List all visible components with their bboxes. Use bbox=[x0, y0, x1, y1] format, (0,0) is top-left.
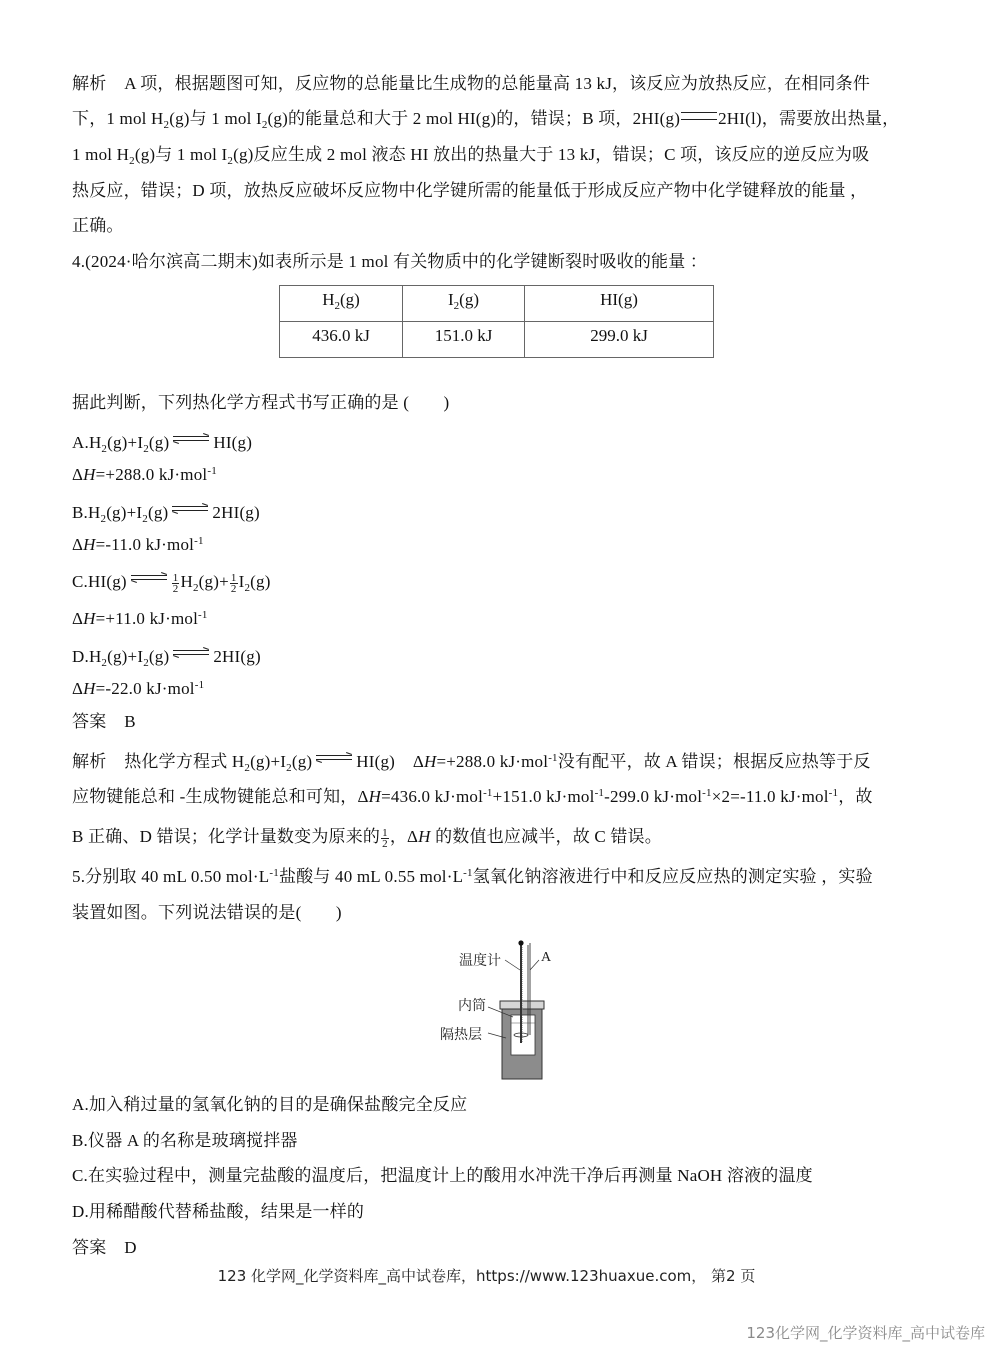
reversible-arrow-icon bbox=[314, 752, 354, 764]
reversible-arrow-icon bbox=[171, 647, 211, 659]
analysis-q3-line1: 解析 A 项，根据题图可知，反应物的总能量比生成物的总能量高 13 kJ，该反应为放热反应，在相同条件 bbox=[72, 74, 871, 93]
question5-option-a: A.加入稍过量的氢氧化钠的目的是确保盐酸完全反应 bbox=[72, 1095, 468, 1114]
reversible-arrow-icon bbox=[171, 433, 211, 445]
label-thermometer: 温度计 bbox=[459, 953, 501, 969]
page-footer: 123 化学网_化学资料库_高中试卷库，https://www.123huaxue.com， 第2 页 bbox=[217, 1267, 756, 1285]
table-row bbox=[280, 322, 714, 358]
table-header-row bbox=[280, 286, 714, 322]
fraction-half: $\frac{1}{2}$ bbox=[172, 571, 179, 595]
question5-stem-line2: 装置如图。下列说法错误的是( ) bbox=[72, 903, 342, 922]
analysis-q4-line1: 解析 热化学方程式 $H_2(g)+I_2(g)$ HI(g) ΔH=+288.0 kJ·mol$^{-1}$没有配平，故 A 错误；根据反应热等于反 bbox=[72, 752, 871, 774]
reversible-arrow-icon bbox=[129, 572, 169, 584]
option-d-enthalpy: ΔH=-22.0 kJ·mol$^{-1}$ bbox=[72, 679, 205, 698]
table-header-cell: HI(g) bbox=[525, 286, 714, 322]
fraction-half: $\frac{1}{2}$ bbox=[230, 571, 237, 595]
question5-option-c: C.在实验过程中，测量完盐酸的温度后，把温度计上的酸用水冲洗干净后再测量 NaOH 溶液的温度 bbox=[72, 1166, 813, 1185]
question4-stem: 4.(2024·哈尔滨高二期末)如表所示是 1 mol 有关物质中的化学键断裂时吸收的能量 ： bbox=[72, 252, 708, 271]
table-cell: 436.0 kJ bbox=[280, 322, 403, 358]
option-a-enthalpy: ΔH=+288.0 kJ·mol$^{-1}$ bbox=[72, 465, 217, 484]
question4-answer: 答案 B bbox=[72, 712, 136, 731]
table-cell: 151.0 kJ bbox=[403, 322, 525, 358]
table-header-cell: $I_2(g)$ bbox=[403, 286, 525, 322]
calorimeter-figure bbox=[440, 935, 570, 1085]
option-b-enthalpy: ΔH=-11.0 kJ·mol$^{-1}$ bbox=[72, 535, 204, 554]
analysis-label: 解析 bbox=[72, 74, 107, 93]
label-stirrer-a: A bbox=[541, 950, 552, 965]
watermark: 123化学网_化学资料库_高中试卷库 bbox=[746, 1324, 985, 1342]
question5-option-b: B.仪器 A 的名称是玻璃搅拌器 bbox=[72, 1131, 298, 1150]
analysis-q3-line4: 热反应，错误；D 项，放热反应破坏反应物中化学键所需的能量低于形成反应产物中化学键释放的能量 ， bbox=[72, 181, 868, 200]
analysis-q3-line5: 正确。 bbox=[72, 216, 124, 235]
reversible-arrow-icon bbox=[170, 503, 210, 515]
question5-option-d: D.用稀醋酸代替稀盐酸，结果是一样的 bbox=[72, 1202, 365, 1221]
question5-stem-line1: 5.分别取 40 mL 0.50 $mol\cdot L^{-1}$盐酸与 40 mL 0.55 $mol\cdot L^{-1}$氢氧化钠溶液进行中和反应反应热的测定实验 ，实验 bbox=[72, 867, 873, 886]
question5-answer: 答案 D bbox=[72, 1238, 137, 1257]
fraction-half: $\frac{1}{2}$ bbox=[382, 826, 388, 850]
option-d-equation: $D.H_2(g)+I_2(g)$ 2HI(g) bbox=[72, 647, 261, 669]
bond-energy-table bbox=[279, 285, 714, 358]
table-cell: 299.0 kJ bbox=[525, 322, 714, 358]
option-c-enthalpy: ΔH=+11.0 kJ·mol$^{-1}$ bbox=[72, 609, 208, 628]
analysis-q3-line2: 下，1 mol $H_2(g)$与 1 mol $I_2(g)$的能量总和大于 2 mol HI(g)的，错误；B 项，2HI(g) 2HI(l)，需要放出热量， bbox=[72, 109, 900, 131]
analysis-q3-line3: 1 mol $H_2(g)$与 1 mol $I_2(g)$反应生成 2 mol 液态 HI 放出的热量大于 13 kJ，错误；C 项，该反应的逆反应为吸 bbox=[72, 145, 870, 167]
label-inner-vessel: 内筒 bbox=[458, 998, 486, 1014]
table-header-cell: $H_2(g)$ bbox=[280, 286, 403, 322]
equals-sign-icon bbox=[681, 112, 717, 120]
question4-prompt: 据此判断，下列热化学方程式书写正确的是 ( ) bbox=[72, 393, 450, 412]
option-c-equation: C.HI(g) $\frac{1}{2}$ $H_2(g)+$ $\frac{1}{2}$ $I_2(g)$ bbox=[72, 571, 271, 595]
analysis-q4-line3: B 正确、D 错误；化学计量数变为原来的 $\frac{1}{2}$ ，ΔH 的数值也应减半，故 C 错误。 bbox=[72, 826, 662, 850]
option-b-equation: $B.H_2(g)+I_2(g)$ 2HI(g) bbox=[72, 503, 260, 525]
option-a-equation: $A.H_2(g)+I_2(g)$ HI(g) bbox=[72, 433, 253, 455]
analysis-q4-line2: 应物键能总和 -生成物键能总和可知，ΔH=436.0 kJ·mol$^{-1}$+151.0 kJ·mol$^{-1}$-299.0 kJ·mol$^{-1}$×2=-11.0 kJ·mol$^{-1}$，故 bbox=[72, 787, 873, 806]
label-insulation: 隔热层 bbox=[440, 1027, 482, 1043]
